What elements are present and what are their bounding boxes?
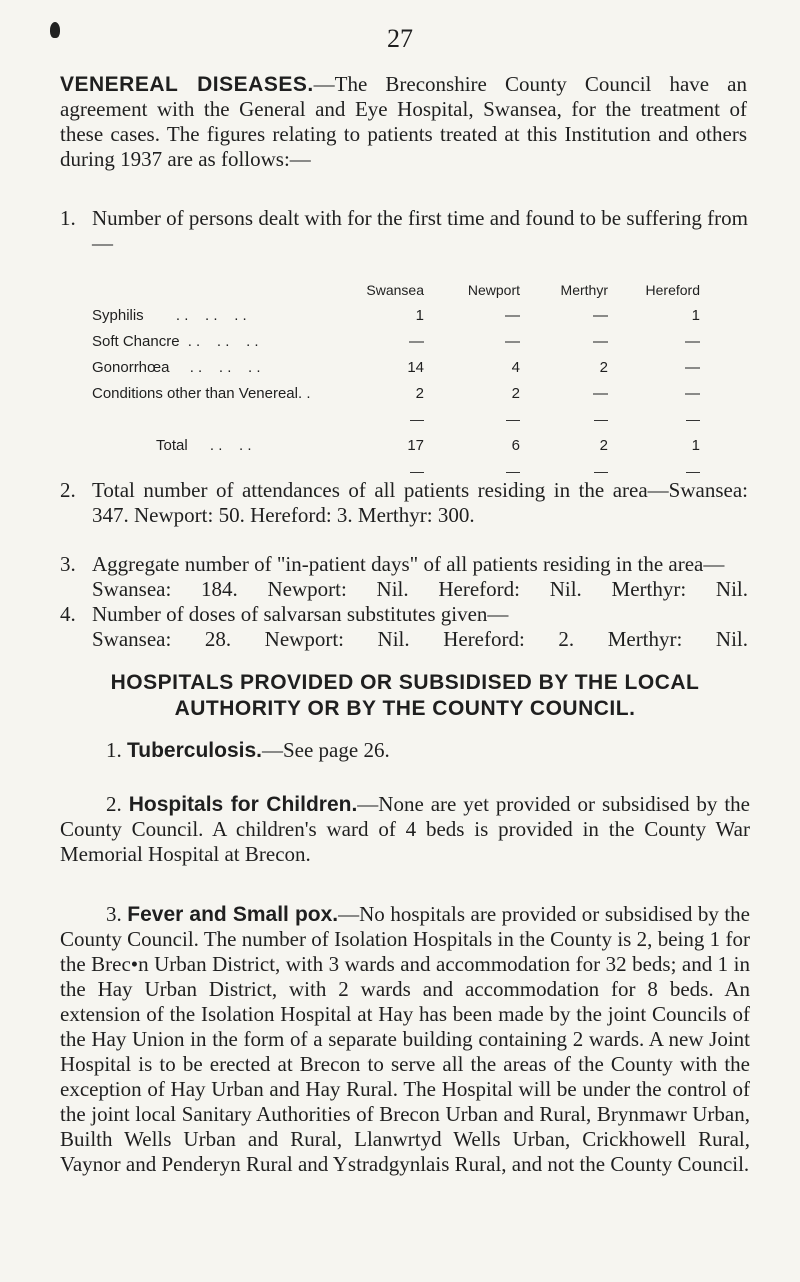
section-number: 2.: [106, 792, 122, 816]
item-1-number: 1.: [60, 206, 76, 230]
cell-value: —: [505, 307, 520, 324]
cell-value: —: [593, 307, 608, 324]
item-3-text: [92, 552, 748, 602]
cell-value: —: [505, 333, 520, 350]
section-fever-and-small-pox: [60, 902, 750, 1177]
section-number: 1.: [106, 738, 122, 762]
section-title: Tuberculosis.: [127, 739, 262, 762]
row-label: Conditions other than Venereal: [92, 385, 298, 402]
cell-value: 4: [511, 359, 520, 376]
leader-dots: . .: [297, 385, 311, 402]
section-number: 3.: [106, 902, 122, 926]
table-row-soft-chancre: [92, 324, 700, 350]
col-header-hereford: Hereford: [645, 282, 700, 298]
table-row-total: [92, 428, 700, 454]
venereal-diseases-paragraph: [60, 72, 747, 172]
cell-value: —: [409, 333, 424, 350]
cell-value: 17: [407, 437, 424, 454]
cell-value: —: [685, 333, 700, 350]
cell-value: —: [593, 333, 608, 350]
table-row-conditions-other: [92, 376, 700, 402]
col-header-swansea: Swansea: [366, 282, 424, 298]
cell-value: 1: [691, 307, 700, 324]
table-row-syphilis: [92, 298, 700, 324]
item-2-text: Total number of attendances of all patients residing in the area—Swansea: 347. Newport: 50. Hereford: 3. Merthyr: 300.: [92, 478, 748, 527]
venereal-statistics-table: [92, 280, 700, 480]
cell-value: 2: [511, 385, 520, 402]
venereal-intro: —The Breconshire County Council have an agreement with the General and Eye Hospital, Swansea, for the treatment of these cases. The figures relating to patients treated at this Institution and others during 1937 are as follows:—: [60, 72, 747, 171]
leader-dots: . . . . . .: [175, 307, 247, 324]
item-4-line-2: Swansea: 28. Newport: Nil. Hereford: 2. Merthyr: Nil.: [92, 627, 748, 651]
item-2-number: 2.: [60, 478, 76, 502]
section-hospitals-for-children: [60, 792, 750, 867]
cell-value: 2: [415, 385, 424, 402]
col-header-newport: Newport: [467, 282, 520, 298]
section-text: —None are yet provided or subsidised by the County Council. A children's ward of 4 beds is provided in the County War Memorial Hospital at Brecon.: [60, 792, 751, 866]
table-header-row: [92, 280, 700, 298]
hospitals-heading-line-2: AUTHORITY OR BY THE COUNTY COUNCIL.: [174, 697, 636, 720]
cell-value: 14: [407, 359, 424, 376]
venereal-heading: VENEREAL DISEASES.: [60, 73, 314, 96]
item-3-number: 3.: [60, 552, 76, 576]
table-row-gonorrhoea: [92, 350, 700, 376]
table-rule: [92, 402, 700, 428]
page-number: 27: [387, 24, 413, 53]
item-3-line-1: Aggregate number of "in-patient days" of all patients residing in the area—: [92, 552, 725, 576]
col-header-merthyr: Merthyr: [560, 282, 608, 298]
cell-value: —: [593, 385, 608, 402]
cell-value: —: [685, 385, 700, 402]
cell-value: 2: [599, 437, 608, 454]
section-text: —See page 26.: [261, 738, 390, 762]
section-title: Fever and Small pox.: [127, 903, 339, 926]
table-rule: [92, 454, 700, 480]
row-label: Syphilis: [92, 307, 144, 324]
section-text: —No hospitals are provided or subsidised by the County Council. The number of Isolation Hospitals in the County is 2, being 1 for the Brec•n Urban District, with 3 wards and accommodation for 32 beds; and 1 in the Hay Urban District, with 2 wards and accommodation for 8 beds. An extension of the Isolation Hospital at Hay has been made by the joint Councils of the Hay Union in the form of a separate building containing 2 wards. A new Joint Hospital is to be erected at Brecon to serve all the areas of the County with the exception of Hay Urban and Hay Rural. The Hospital will be under the control of the joint local Sanitary Authorities of Brecon Urban and Rural, Brynmawr Urban, Builth Wells Urban and Rural, Llanwrtyd Wells Urban, Crickhowell Rural, Vaynor and Penderyn Rural and Ystradgynlais Rural, and not the County Council.: [60, 902, 751, 1176]
item-4-text: [92, 602, 748, 652]
cell-value: 1: [415, 307, 424, 324]
section-title: Hospitals for Children.: [128, 793, 358, 816]
row-label: Soft Chancre: [92, 333, 180, 350]
hospitals-heading: [60, 670, 750, 722]
item-4-number: 4.: [60, 602, 76, 626]
hospitals-heading-line-1: HOSPITALS PROVIDED OR SUBSIDISED BY THE LOCAL: [110, 671, 700, 694]
leader-dots: . . . .: [209, 437, 252, 454]
row-label: Gonorrhœa: [92, 359, 170, 376]
cell-value: 2: [599, 359, 608, 376]
cell-value: 6: [511, 437, 520, 454]
section-tuberculosis: [60, 738, 750, 763]
cell-value: 1: [691, 437, 700, 454]
leader-dots: . . . . . .: [187, 333, 259, 350]
item-1-text: Number of persons dealt with for the first time and found to be suffering from—: [92, 206, 748, 255]
leader-dots: . . . . . .: [189, 359, 261, 376]
cell-value: —: [685, 359, 700, 376]
item-4-line-1: Number of doses of salvarsan substitutes given—: [92, 602, 509, 626]
item-3-line-2: Swansea: 184. Newport: Nil. Hereford: Nil. Merthyr: Nil.: [92, 577, 748, 601]
row-label: Total: [156, 437, 188, 454]
